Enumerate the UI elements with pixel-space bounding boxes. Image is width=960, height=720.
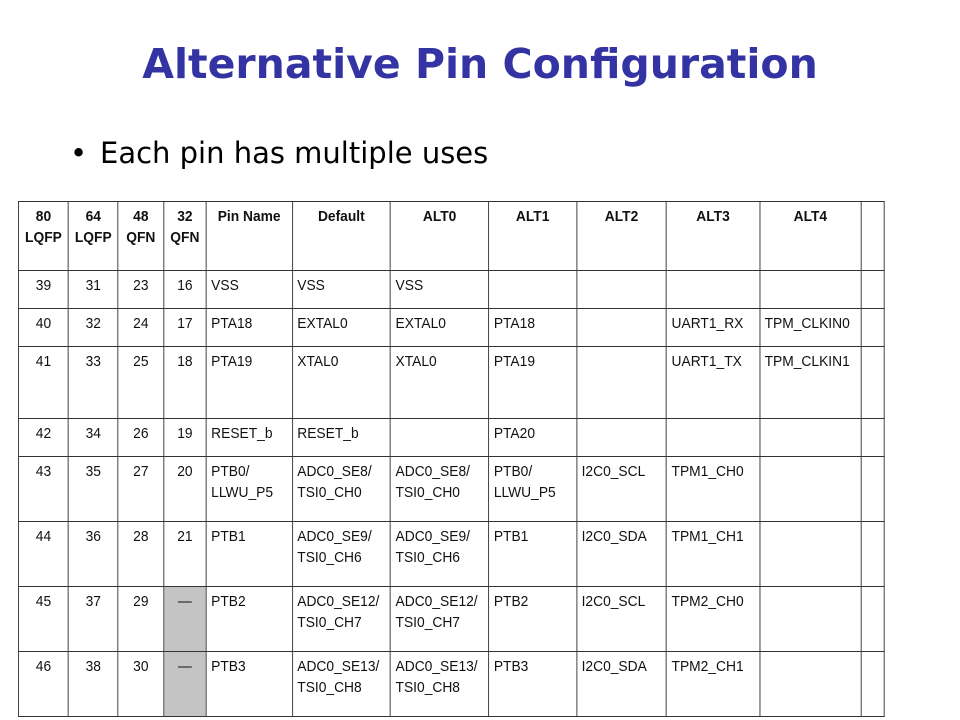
column-header: ALT1 (489, 202, 577, 271)
table-cell: 40 (18, 309, 68, 347)
column-header: Default (292, 202, 390, 271)
table-cell: 18 (164, 347, 206, 419)
column-header: ALT4 (760, 202, 862, 271)
table-cell (666, 419, 759, 457)
column-header: 64 LQFP (68, 202, 118, 271)
table-cell: TPM1_CH0 (666, 457, 759, 522)
table-cell (760, 522, 862, 587)
table-cell: 42 (18, 419, 68, 457)
table-cell: EXTAL0 (390, 309, 488, 347)
table-cell (666, 271, 759, 309)
table-cell: UART1_RX (666, 309, 759, 347)
table-cell (861, 419, 884, 457)
table-cell: VSS (292, 271, 390, 309)
pin-configuration-table (18, 201, 885, 717)
table-cell: 31 (68, 271, 118, 309)
column-header: 80 LQFP (18, 202, 68, 271)
table-cell (577, 271, 667, 309)
table-cell: 30 (118, 652, 164, 717)
table-cell: 19 (164, 419, 206, 457)
table-cell (577, 309, 667, 347)
table-cell: 27 (118, 457, 164, 522)
table-cell (861, 457, 884, 522)
table-cell (577, 419, 667, 457)
table-cell (861, 652, 884, 717)
table-cell: TPM2_CH1 (666, 652, 759, 717)
table-cell: PTB0/ LLWU_P5 (489, 457, 577, 522)
table-row (18, 347, 884, 419)
table-cell: XTAL0 (292, 347, 390, 419)
table-cell: 46 (18, 652, 68, 717)
table-row (18, 652, 884, 717)
table-row (18, 457, 884, 522)
column-header: 32 QFN (164, 202, 206, 271)
table-cell: 41 (18, 347, 68, 419)
table-header-row (18, 202, 884, 271)
table-cell (577, 347, 667, 419)
table-cell: RESET_b (206, 419, 292, 457)
table-cell (760, 652, 862, 717)
table-cell: EXTAL0 (292, 309, 390, 347)
table-cell: ADC0_SE8/ TSI0_CH0 (390, 457, 488, 522)
table-cell (861, 309, 884, 347)
table-cell: UART1_TX (666, 347, 759, 419)
table-cell: 24 (118, 309, 164, 347)
table-cell (861, 587, 884, 652)
table-cell: I2C0_SCL (577, 457, 667, 522)
table-cell: XTAL0 (390, 347, 488, 419)
column-header: Pin Name (206, 202, 292, 271)
table-cell: PTA19 (489, 347, 577, 419)
table-cell: 25 (118, 347, 164, 419)
table-cell: PTB3 (489, 652, 577, 717)
column-header: ALT0 (390, 202, 488, 271)
table-cell: 29 (118, 587, 164, 652)
table-cell: 43 (18, 457, 68, 522)
column-header: ALT2 (577, 202, 667, 271)
table-cell: ADC0_SE12/ TSI0_CH7 (390, 587, 488, 652)
table-cell: 34 (68, 419, 118, 457)
table-cell: 26 (118, 419, 164, 457)
table-cell: PTB2 (206, 587, 292, 652)
table-row (18, 587, 884, 652)
slide-title: Alternative Pin Configuration (142, 40, 818, 88)
table-cell (760, 271, 862, 309)
table-cell: VSS (390, 271, 488, 309)
table-cell: 20 (164, 457, 206, 522)
table-cell (861, 347, 884, 419)
table-cell: 16 (164, 271, 206, 309)
table-cell: TPM_CLKIN0 (760, 309, 862, 347)
bullet-dot-icon: • (70, 136, 88, 170)
table-cell: 23 (118, 271, 164, 309)
bullet-item (70, 136, 488, 170)
bullet-text: Each pin has multiple uses (100, 136, 489, 170)
table-cell: 17 (164, 309, 206, 347)
table-cell: I2C0_SDA (577, 522, 667, 587)
table-cell: — (164, 587, 206, 652)
table-cell: 45 (18, 587, 68, 652)
table-cell: PTB1 (489, 522, 577, 587)
table-cell: ADC0_SE12/ TSI0_CH7 (292, 587, 390, 652)
table-cell (760, 419, 862, 457)
table-cell: PTA19 (206, 347, 292, 419)
table-cell: 35 (68, 457, 118, 522)
table-cell: PTA20 (489, 419, 577, 457)
table-cell (489, 271, 577, 309)
table-cell: PTB3 (206, 652, 292, 717)
table-row (18, 271, 884, 309)
table-cell: 21 (164, 522, 206, 587)
table-cell: RESET_b (292, 419, 390, 457)
table-cell: 33 (68, 347, 118, 419)
table-cell: ADC0_SE13/ TSI0_CH8 (390, 652, 488, 717)
table-cell: VSS (206, 271, 292, 309)
table-cell: TPM1_CH1 (666, 522, 759, 587)
table-cell: 37 (68, 587, 118, 652)
table-cell: ADC0_SE9/ TSI0_CH6 (390, 522, 488, 587)
table-cell: 39 (18, 271, 68, 309)
table-cell: PTB1 (206, 522, 292, 587)
table-cell: 32 (68, 309, 118, 347)
table-cell: PTA18 (206, 309, 292, 347)
table-cell: I2C0_SCL (577, 587, 667, 652)
table-cell: — (164, 652, 206, 717)
table-cell (861, 271, 884, 309)
table-cell (861, 522, 884, 587)
table-cell: I2C0_SDA (577, 652, 667, 717)
table-cell: 38 (68, 652, 118, 717)
table-cell: TPM_CLKIN1 (760, 347, 862, 419)
table-row (18, 522, 884, 587)
table-cell: 36 (68, 522, 118, 587)
table-cell: 28 (118, 522, 164, 587)
column-header: ALT3 (666, 202, 759, 271)
table-row (18, 309, 884, 347)
column-header (861, 202, 884, 271)
table-cell: ADC0_SE8/ TSI0_CH0 (292, 457, 390, 522)
table-cell: PTA18 (489, 309, 577, 347)
table-cell (760, 587, 862, 652)
table-cell: TPM2_CH0 (666, 587, 759, 652)
table-cell: ADC0_SE13/ TSI0_CH8 (292, 652, 390, 717)
table-cell: 44 (18, 522, 68, 587)
column-header: 48 QFN (118, 202, 164, 271)
table-cell: PTB2 (489, 587, 577, 652)
table-cell (760, 457, 862, 522)
table-row (18, 419, 884, 457)
table-cell: ADC0_SE9/ TSI0_CH6 (292, 522, 390, 587)
table-cell (390, 419, 488, 457)
table-cell: PTB0/ LLWU_P5 (206, 457, 292, 522)
